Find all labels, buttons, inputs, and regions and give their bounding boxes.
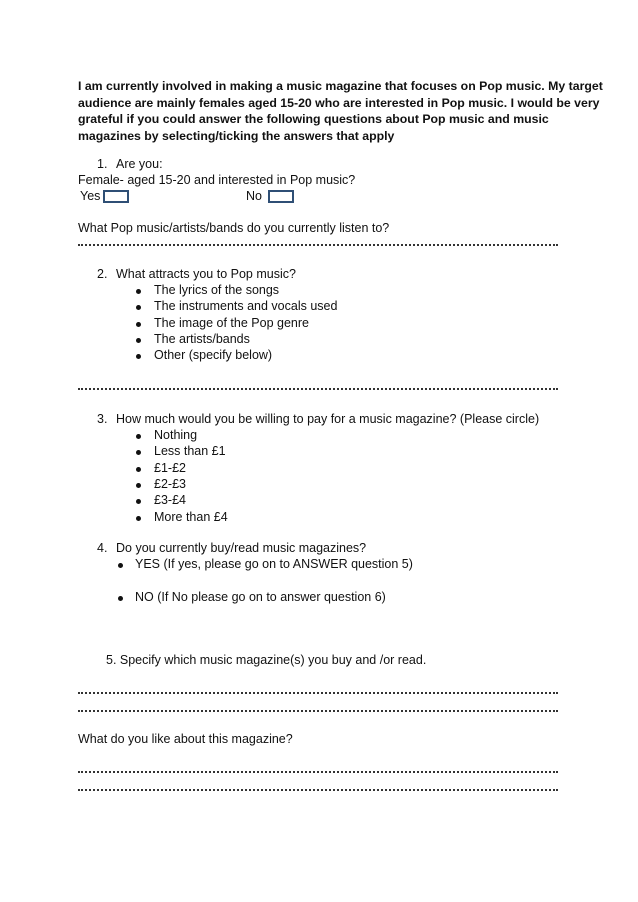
q-listen-text: What Pop music/artists/bands do you currently listen to? <box>78 221 390 235</box>
q2-option[interactable]: The artists/bands <box>154 332 250 346</box>
q2-option[interactable]: The image of the Pop genre <box>154 316 309 330</box>
intro-paragraph <box>78 78 603 144</box>
bullet <box>136 467 141 472</box>
q1-no-checkbox[interactable] <box>268 190 294 203</box>
q3-text: How much would you be willing to pay for a music magazine? (Please circle) <box>116 412 540 426</box>
bullet <box>136 499 141 504</box>
q4-option-no[interactable]: NO (If No please go on to answer question 6) <box>135 590 386 604</box>
q5-text: 5. Specify which music magazine(s) you buy and /or read. <box>106 653 427 667</box>
intro-line: grateful if you could answer the following questions about Pop music and music <box>78 112 549 126</box>
bullet <box>118 596 123 601</box>
intro-line: audience are mainly females aged 15-20 who are interested in Pop music. I would be very <box>78 95 600 110</box>
q1-number: 1. <box>97 157 108 171</box>
q3-option[interactable]: £2-£3 <box>154 477 186 491</box>
q3-option[interactable]: Nothing <box>154 428 198 442</box>
q5-answer-line[interactable] <box>78 692 558 694</box>
bullet <box>136 322 141 327</box>
bullet <box>136 434 141 439</box>
q2-option[interactable]: Other (specify below) <box>154 348 273 362</box>
q4-text: Do you currently buy/read music magazines? <box>116 541 367 555</box>
bullet <box>136 338 141 343</box>
bullet <box>136 483 141 488</box>
q3-option[interactable]: More than £4 <box>154 510 228 524</box>
intro-line: magazines by selecting/ticking the answers that apply <box>78 128 395 143</box>
q2-number: 2. <box>97 267 108 281</box>
q3-number: 3. <box>97 412 108 426</box>
q1-yes-label: Yes <box>80 189 101 203</box>
q-listen-answer-line[interactable] <box>78 244 558 246</box>
q4-number: 4. <box>97 541 108 555</box>
bullet <box>136 354 141 359</box>
q2-text: What attracts you to Pop music? <box>116 267 296 281</box>
bullet <box>136 450 141 455</box>
q3-option[interactable]: £3-£4 <box>154 493 186 507</box>
q1-text: Are you: <box>116 157 163 171</box>
bullet <box>118 563 123 568</box>
q2-answer-line[interactable] <box>78 388 558 390</box>
q6-answer-line[interactable] <box>78 789 558 791</box>
q4-option-yes[interactable]: YES (If yes, please go on to ANSWER question 5) <box>135 557 413 571</box>
q1-yes-checkbox[interactable] <box>103 190 129 203</box>
intro-line: I am currently involved in making a music magazine that focuses on Pop music. My target <box>78 79 603 93</box>
bullet <box>136 289 141 294</box>
q1-subtext: Female- aged 15-20 and interested in Pop music? <box>78 173 356 187</box>
q1-no-label: No <box>246 189 262 203</box>
q3-option[interactable]: £1-£2 <box>154 461 186 475</box>
q6-text: What do you like about this magazine? <box>78 732 293 746</box>
q2-option[interactable]: The instruments and vocals used <box>154 299 338 313</box>
q3-option[interactable]: Less than £1 <box>154 444 226 458</box>
bullet <box>136 516 141 521</box>
q2-option[interactable]: The lyrics of the songs <box>154 283 280 297</box>
q5-answer-line[interactable] <box>78 710 558 712</box>
bullet <box>136 305 141 310</box>
q6-answer-line[interactable] <box>78 771 558 773</box>
